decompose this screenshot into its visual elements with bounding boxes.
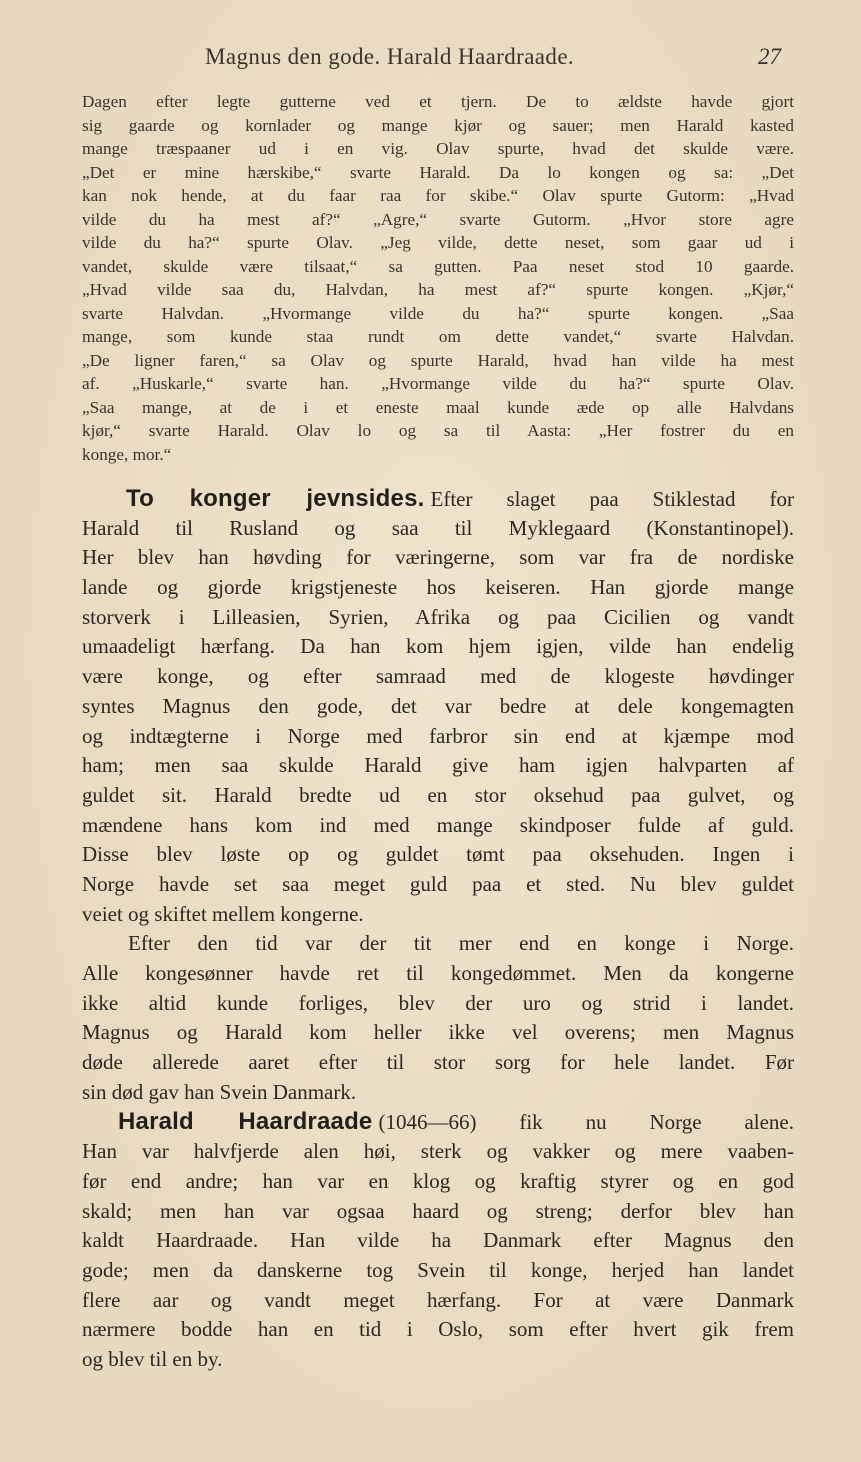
text-line: konge, mor.“: [82, 444, 172, 464]
text-line: Alle kongesønner havde ret til kongedømmet. Men da kongerne: [82, 961, 794, 985]
text-line: veiet og skiftet mellem kongerne.: [82, 901, 364, 926]
anecdote-paragraph: [82, 90, 794, 466]
text-line: være konge, og efter samraad med de klogeste høvdinger: [82, 664, 794, 689]
running-title: Magnus den gode. Harald Haardraade.: [205, 44, 575, 69]
text-line: „De ligner faren,“ sa Olav og spurte Harald, hvad han vilde ha mest: [82, 350, 794, 370]
text-line: ham; men saa skulde Harald give ham igjen halvparten af: [82, 753, 794, 778]
text-line: syntes Magnus den gode, det var bedre at dele kongemagten: [82, 693, 794, 718]
text-line: døde allerede aaret efter til stor sorg for hele landet. Før: [82, 1050, 794, 1075]
text-line: sin død gav han Svein Danmark.: [82, 1079, 357, 1104]
text-line: mange, som kunde staa rundt om dette vandet,“ svarte Halvdan.: [82, 327, 794, 346]
text-line: (1046—66) fik nu Norge alene.: [378, 1110, 794, 1135]
text-line: Norge havde set saa meget guld paa et sted. Nu blev guldet: [82, 871, 794, 896]
text-line: vilde du ha?“ spurte Olav. „Jeg vilde, dette neset, som gaar ud i: [82, 233, 794, 252]
page-number: 27: [758, 44, 781, 69]
text-line: Her blev han høvding for væringerne, som var fra de nordiske: [82, 545, 794, 570]
text-line: storverk i Lilleasien, Syrien, Afrika og paa Cicilien og vandt: [82, 604, 794, 629]
text-line: kjør,“ svarte Harald. Olav lo og sa til Aasta: „Her fostrer du en: [82, 421, 794, 440]
text-line: ikke altid kunde forliges, blev der uro og strid i landet.: [82, 990, 794, 1015]
running-header: [0, 44, 861, 76]
text-line: „Hvad vilde saa du, Halvdan, ha mest af?“ spurte kongen. „Kjør,“: [82, 280, 794, 299]
text-line: Efter den tid var der tit mer end en konge i Norge.: [128, 931, 794, 956]
text-line: skald; men han var ogsaa haard og streng; derfor blev han: [82, 1198, 794, 1223]
text-line: „Saa mange, at de i et eneste maal kunde æde op alle Halvdans: [82, 397, 794, 417]
section-heading-line: [82, 484, 794, 514]
text-line: svarte Halvdan. „Hvormange vilde du ha?“ spurte kongen. „Saa: [82, 303, 794, 323]
text-line: Disse blev løste op og guldet tømt paa oksehuden. Ingen i: [82, 842, 794, 867]
text-line: sig gaarde og kornlader og mange kjør og sauer; men Harald kasted: [82, 115, 794, 135]
text-line: mændene hans kom ind med mange skindposer fulde af guld.: [82, 812, 794, 837]
text-line: kaldt Haardraade. Han vilde ha Danmark efter Magnus den: [82, 1228, 794, 1253]
text-line: nærmere bodde han en tid i Oslo, som efter hvert gik frem: [82, 1317, 794, 1342]
text-line: og indtægterne i Norge med farbror sin end at kjæmpe mod: [82, 723, 794, 748]
text-line: Efter slaget paa Stiklestad for: [430, 487, 794, 511]
text-line: Han var halvfjerde alen høi, sterk og vakker og mere vaaben-: [82, 1139, 794, 1164]
main-text: [82, 484, 794, 1375]
text-line: guldet sit. Harald bredte ud en stor oksehud paa gulvet, og: [82, 782, 794, 807]
text-line: vandet, skulde være tilsaat,“ sa gutten. Paa neset stod 10 gaarde.: [82, 256, 794, 276]
section-heading-line: [82, 1107, 794, 1137]
section-heading: Harald Haardraade: [118, 1108, 373, 1136]
text-line: lande og gjorde krigstjeneste hos keiseren. Han gjorde mange: [82, 575, 794, 600]
text-line: og blev til en by.: [82, 1346, 223, 1371]
text-line: Harald til Rusland og saa til Myklegaard (Konstantinopel).: [82, 515, 794, 540]
text-line: gode; men da danskerne tog Svein til konge, herjed han landet: [82, 1257, 794, 1282]
text-line: Dagen efter legte gutterne ved et tjern. De to ældste havde gjort: [82, 92, 794, 111]
text-line: før end andre; han var en klog og kraftig styrer og en god: [82, 1168, 794, 1193]
text-line: flere aar og vandt meget hærfang. For at være Danmark: [82, 1287, 794, 1312]
text-line: Magnus og Harald kom heller ikke vel overens; men Magnus: [82, 1020, 794, 1045]
section-heading: To konger jevnsides.: [126, 485, 425, 512]
text-line: af. „Huskarle,“ svarte han. „Hvormange vilde du ha?“ spurte Olav.: [82, 374, 794, 393]
text-line: „Det er mine hærskibe,“ svarte Harald. Da lo kongen og sa: „Det: [82, 162, 794, 182]
text-line: vilde du ha mest af?“ „Agre,“ svarte Gutorm. „Hvor store agre: [82, 209, 794, 229]
text-line: kan nok hende, at du faar raa for skibe.“ Olav spurte Gutorm: „Hvad: [82, 186, 794, 205]
text-line: mange træspaaner ud i en vig. Olav spurte, hvad det skulde være.: [82, 139, 794, 158]
text-line: umaadeligt hærfang. Da han kom hjem igjen, vilde han endelig: [82, 634, 794, 659]
